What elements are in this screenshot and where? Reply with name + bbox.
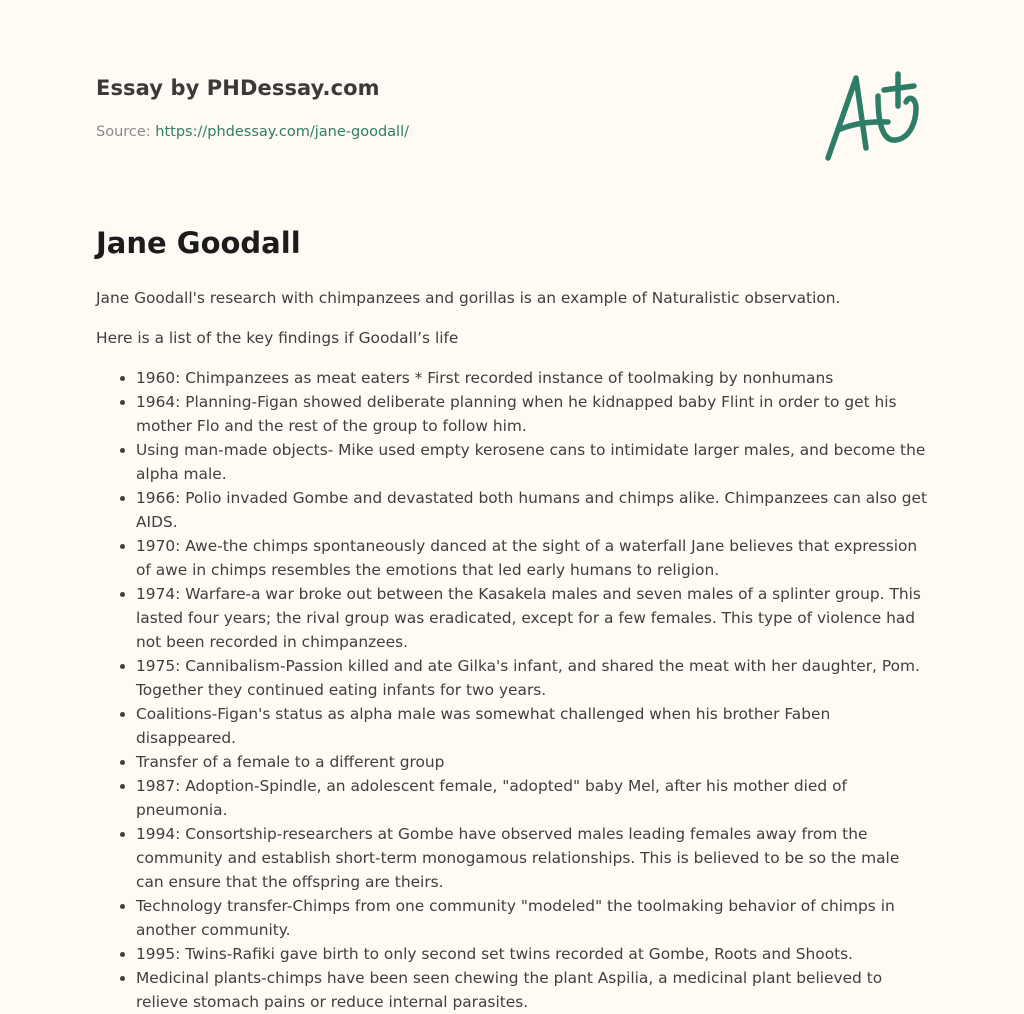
- essay-body: [96, 286, 928, 1014]
- list-item: • 1970: Awe-the chimps spontaneously danced at the sight of a waterfall Jane believes that expression of awe in chimps resembles the emotions that led early humans to religion.: [136, 534, 928, 582]
- intro-paragraph: Jane Goodall's research with chimpanzees and gorillas is an example of Naturalistic observation.: [96, 289, 841, 307]
- list-item: • Technology transfer-Chimps from one community "modeled" the toolmaking behavior of chimps in another community.: [136, 894, 928, 942]
- list-item: • Medicinal plants-chimps have been seen chewing the plant Aspilia, a medicinal plant believed to relieve stomach pains or reduce internal parasites.: [136, 966, 928, 1014]
- list-item: • 1994: Consortship-researchers at Gombe have observed males leading females away from the community and establish short-term monogamous relationships. This is believed to be so the male can ensure that the offspring are theirs.: [136, 822, 928, 894]
- list-item: • Using man-made objects- Mike used empty kerosene cans to intimidate larger males, and become the alpha male.: [136, 438, 928, 486]
- source-link[interactable]: https://phdessay.com/jane-goodall/: [155, 124, 409, 140]
- findings-list: [96, 366, 928, 1014]
- essay-title: Jane Goodall: [96, 226, 301, 260]
- a-plus-logo-icon: [818, 66, 930, 166]
- list-item: • 1995: Twins-Rafiki gave birth to only second set twins recorded at Gombe, Roots and Shoots.: [136, 942, 928, 966]
- list-item: • 1974: Warfare-a war broke out between the Kasakela males and seven males of a splinter group. This lasted four years; the rival group was eradicated, except for a few females. This type of violence had not been recorded in chimpanzees.: [136, 582, 928, 654]
- site-title: Essay by PHDessay.com: [96, 76, 380, 100]
- source-label: Source:: [96, 124, 156, 140]
- source-line: [96, 124, 409, 140]
- list-item: • 1975: Cannibalism-Passion killed and ate Gilka's infant, and shared the meat with her daughter, Pom. Together they continued eating infants for two years.: [136, 654, 928, 702]
- list-intro-paragraph: Here is a list of the key findings if Goodall’s life: [96, 329, 459, 347]
- list-item: • Transfer of a female to a different group: [136, 750, 928, 774]
- list-item: • 1987: Adoption-Spindle, an adolescent female, "adopted" baby Mel, after his mother died of pneumonia.: [136, 774, 928, 822]
- list-item: • 1966: Polio invaded Gombe and devastated both humans and chimps alike. Chimpanzees can also get AIDS.: [136, 486, 928, 534]
- list-item: • 1964: Planning-Figan showed deliberate planning when he kidnapped baby Flint in order to get his mother Flo and the rest of the group to follow him.: [136, 390, 928, 438]
- list-item: • 1960: Chimpanzees as meat eaters * First recorded instance of toolmaking by nonhumans: [136, 366, 928, 390]
- list-item: • Coalitions-Figan's status as alpha male was somewhat challenged when his brother Faben disappeared.: [136, 702, 928, 750]
